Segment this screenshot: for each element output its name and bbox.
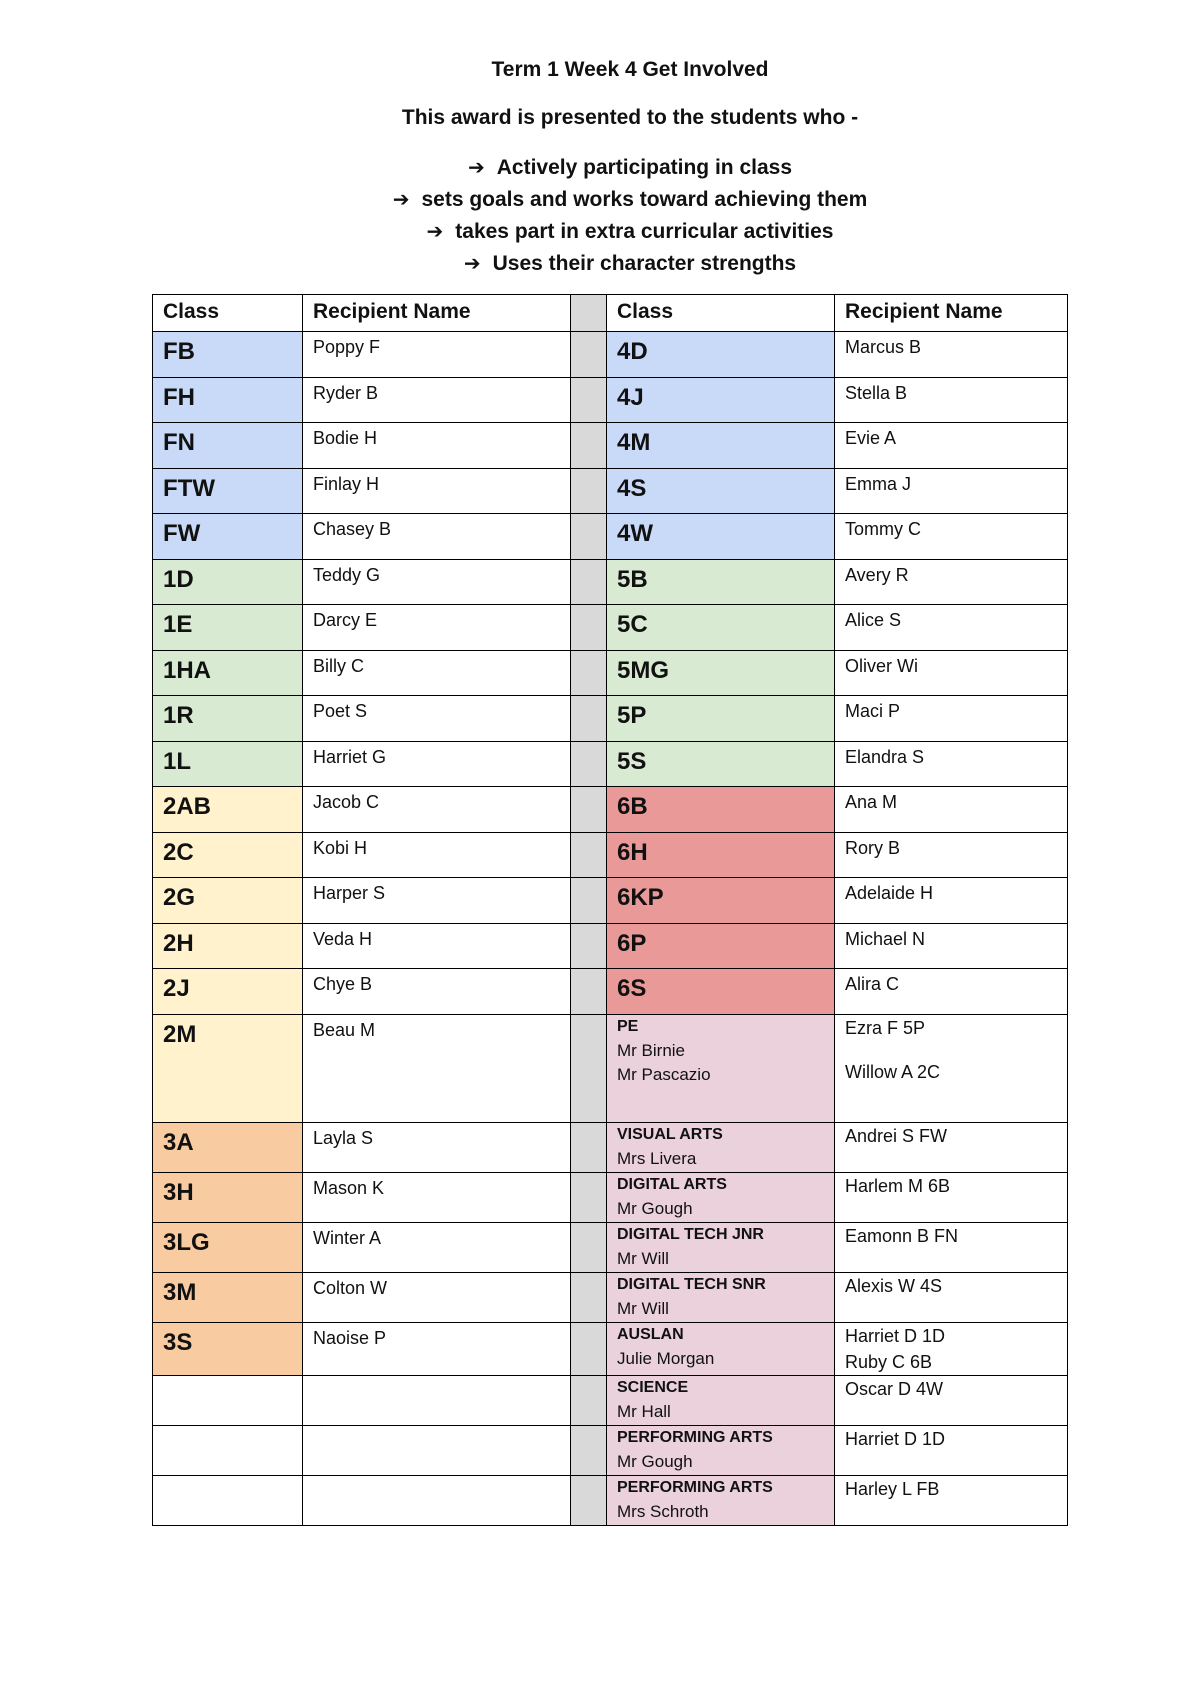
recipient-name: Harriet D 1D — [845, 1428, 946, 1449]
recipient-cell: Alira C — [835, 969, 1068, 1015]
divider-cell — [571, 1172, 607, 1222]
table-row — [153, 1014, 1068, 1122]
arrow-right-icon: ➔ — [463, 253, 481, 275]
divider-cell — [571, 1425, 607, 1475]
divider-cell — [571, 1272, 607, 1322]
subject-name: PERFORMING ARTS — [617, 1428, 773, 1446]
recipient-cell: Ryder B — [303, 377, 571, 423]
table-row — [153, 1322, 1068, 1375]
recipient-cell: Beau M — [303, 1014, 571, 1122]
class-cell: 4M — [607, 423, 835, 469]
class-cell: 6P — [607, 923, 835, 969]
divider-cell — [571, 741, 607, 787]
recipient-cell: Michael N — [835, 923, 1068, 969]
table-row — [153, 787, 1068, 833]
recipient-cell — [835, 1322, 1068, 1375]
subject-name: AUSLAN — [617, 1325, 684, 1343]
class-cell: FH — [153, 377, 303, 423]
table-row — [153, 1475, 1068, 1525]
divider-cell — [571, 1014, 607, 1122]
recipient-cell: Oliver Wi — [835, 650, 1068, 696]
class-cell: 5C — [607, 605, 835, 651]
class-cell: 6KP — [607, 878, 835, 924]
specialist-subject-cell — [607, 1222, 835, 1272]
class-cell: FN — [153, 423, 303, 469]
class-cell: 2G — [153, 878, 303, 924]
recipient-cell: Mason K — [303, 1172, 571, 1222]
class-cell: 4W — [607, 514, 835, 560]
class-cell: 5P — [607, 696, 835, 742]
divider-cell — [571, 559, 607, 605]
criteria-item — [0, 152, 1192, 184]
class-cell: 5MG — [607, 650, 835, 696]
teacher-name: Mrs Livera — [617, 1148, 697, 1168]
class-cell: 1L — [153, 741, 303, 787]
recipient-cell: Tommy C — [835, 514, 1068, 560]
recipient-name: Oscar D 4W — [845, 1378, 944, 1399]
table-row — [153, 605, 1068, 651]
recipient-cell: Harper S — [303, 878, 571, 924]
recipient-cell: Naoise P — [303, 1322, 571, 1375]
class-cell: 3A — [153, 1122, 303, 1172]
empty-cell — [303, 1425, 571, 1475]
teacher-name: Mr Hall — [617, 1401, 671, 1421]
divider-cell — [571, 832, 607, 878]
table-row — [153, 1172, 1068, 1222]
recipient-cell: Billy C — [303, 650, 571, 696]
empty-cell — [153, 1475, 303, 1525]
subject-name: PE — [617, 1017, 639, 1035]
header-recipient-left: Recipient Name — [303, 295, 571, 332]
criteria-item — [0, 216, 1192, 248]
recipient-cell: Adelaide H — [835, 878, 1068, 924]
class-cell: 3LG — [153, 1222, 303, 1272]
class-cell: 2H — [153, 923, 303, 969]
teacher-name: Mr Gough — [617, 1198, 693, 1218]
table-row — [153, 559, 1068, 605]
divider-cell — [571, 650, 607, 696]
recipient-cell: Jacob C — [303, 787, 571, 833]
divider-cell — [571, 332, 607, 378]
recipient-name: Harley L FB — [845, 1478, 940, 1499]
recipient-cell: Rory B — [835, 832, 1068, 878]
recipient-cell: Colton W — [303, 1272, 571, 1322]
specialist-subject-cell — [607, 1475, 835, 1525]
table-row — [153, 969, 1068, 1015]
divider-cell — [571, 423, 607, 469]
divider-cell — [571, 878, 607, 924]
specialist-subject-cell — [607, 1272, 835, 1322]
recipient-cell: Kobi H — [303, 832, 571, 878]
recipient-cell: Poppy F — [303, 332, 571, 378]
page-title: Term 1 Week 4 Get Involved — [491, 58, 769, 81]
class-cell: FB — [153, 332, 303, 378]
teacher-name: Mrs Schroth — [617, 1501, 709, 1521]
class-cell: 5B — [607, 559, 835, 605]
class-cell: 3H — [153, 1172, 303, 1222]
divider-cell — [571, 1375, 607, 1425]
criteria-text: takes part in extra curricular activities — [455, 220, 834, 243]
table-row — [153, 423, 1068, 469]
recipient-cell — [835, 1222, 1068, 1272]
recipient-cell: Emma J — [835, 468, 1068, 514]
table-row — [153, 1122, 1068, 1172]
class-cell: 6B — [607, 787, 835, 833]
recipient-cell — [835, 1122, 1068, 1172]
divider-cell — [571, 1222, 607, 1272]
teacher-name: Mr Will — [617, 1298, 669, 1318]
teacher-name: Mr Pascazio — [617, 1064, 711, 1084]
divider-cell — [571, 605, 607, 651]
subject-name: DIGITAL TECH JNR — [617, 1225, 764, 1243]
specialist-subject-cell — [607, 1172, 835, 1222]
table-row — [153, 1375, 1068, 1425]
award-description: This award is presented to the students who - — [401, 106, 859, 129]
table-row — [153, 650, 1068, 696]
class-cell: FTW — [153, 468, 303, 514]
divider-cell — [571, 1322, 607, 1375]
class-cell: 6S — [607, 969, 835, 1015]
class-cell: 3S — [153, 1322, 303, 1375]
subject-name: DIGITAL ARTS — [617, 1175, 727, 1193]
recipient-cell: Winter A — [303, 1222, 571, 1272]
recipient-name: Ruby C 6B — [845, 1351, 933, 1372]
class-cell: 4S — [607, 468, 835, 514]
teacher-name: Julie Morgan — [617, 1348, 715, 1368]
table-header-row — [153, 295, 1068, 332]
recipient-name: Eamonn B FN — [845, 1225, 959, 1246]
recipient-cell: Harriet G — [303, 741, 571, 787]
class-cell: 1HA — [153, 650, 303, 696]
table-row — [153, 1272, 1068, 1322]
recipient-name: Willow A 2C — [845, 1061, 941, 1082]
criteria-item — [0, 248, 1192, 280]
divider-cell — [571, 1475, 607, 1525]
table-row — [153, 468, 1068, 514]
class-cell: 1R — [153, 696, 303, 742]
recipient-cell: Elandra S — [835, 741, 1068, 787]
recipient-name: Ezra F 5P — [845, 1017, 926, 1038]
empty-cell — [303, 1475, 571, 1525]
criteria-list — [0, 152, 1192, 280]
subject-name: PERFORMING ARTS — [617, 1478, 773, 1496]
recipient-cell: Alice S — [835, 605, 1068, 651]
recipient-cell: Chye B — [303, 969, 571, 1015]
divider-cell — [571, 514, 607, 560]
class-cell: FW — [153, 514, 303, 560]
recipient-cell: Darcy E — [303, 605, 571, 651]
criteria-text: Uses their character strengths — [492, 252, 797, 275]
blank-line — [845, 1041, 1057, 1059]
recipient-cell — [835, 1475, 1068, 1525]
class-cell: 5S — [607, 741, 835, 787]
criteria-text: sets goals and works toward achieving them — [421, 188, 868, 211]
specialist-subject-cell — [607, 1425, 835, 1475]
divider-cell — [571, 787, 607, 833]
teacher-name: Mr Gough — [617, 1451, 693, 1471]
table-row — [153, 832, 1068, 878]
table-row — [153, 332, 1068, 378]
table-row — [153, 377, 1068, 423]
divider-cell — [571, 1122, 607, 1172]
arrow-right-icon: ➔ — [426, 221, 444, 243]
recipient-cell: Teddy G — [303, 559, 571, 605]
table-row — [153, 1222, 1068, 1272]
divider-cell — [571, 969, 607, 1015]
class-cell: 1D — [153, 559, 303, 605]
recipient-name: Andrei S FW — [845, 1125, 948, 1146]
table-row — [153, 696, 1068, 742]
recipient-cell: Chasey B — [303, 514, 571, 560]
empty-cell — [153, 1375, 303, 1425]
divider-cell — [571, 468, 607, 514]
class-cell: 4J — [607, 377, 835, 423]
recipient-cell: Ana M — [835, 787, 1068, 833]
recipient-cell: Stella B — [835, 377, 1068, 423]
recipient-cell: Avery R — [835, 559, 1068, 605]
table-row — [153, 741, 1068, 787]
recipient-name: Harlem M 6B — [845, 1175, 951, 1196]
header-recipient-right: Recipient Name — [835, 295, 1068, 332]
recipient-cell — [835, 1272, 1068, 1322]
header-class-left: Class — [153, 295, 303, 332]
class-cell: 2C — [153, 832, 303, 878]
recipient-cell: Marcus B — [835, 332, 1068, 378]
class-cell: 4D — [607, 332, 835, 378]
specialist-subject-cell — [607, 1122, 835, 1172]
divider-cell — [571, 923, 607, 969]
arrow-right-icon: ➔ — [392, 189, 410, 211]
teacher-name: Mr Will — [617, 1248, 669, 1268]
recipient-name: Alexis W 4S — [845, 1275, 943, 1296]
empty-cell — [153, 1425, 303, 1475]
awards-table — [152, 294, 1068, 1526]
subject-name: VISUAL ARTS — [617, 1125, 723, 1143]
recipient-cell: Layla S — [303, 1122, 571, 1172]
divider-cell — [571, 295, 607, 332]
recipient-cell — [835, 1425, 1068, 1475]
criteria-text: Actively participating in class — [496, 156, 793, 179]
criteria-item — [0, 184, 1192, 216]
recipient-cell: Finlay H — [303, 468, 571, 514]
specialist-subject-cell — [607, 1375, 835, 1425]
table-row — [153, 1425, 1068, 1475]
recipient-cell: Evie A — [835, 423, 1068, 469]
recipient-cell: Veda H — [303, 923, 571, 969]
empty-cell — [303, 1375, 571, 1425]
teacher-name: Mr Birnie — [617, 1040, 686, 1060]
class-cell: 2M — [153, 1014, 303, 1122]
recipient-cell: Maci P — [835, 696, 1068, 742]
recipient-cell — [835, 1172, 1068, 1222]
arrow-right-icon: ➔ — [467, 157, 485, 179]
recipient-cell — [835, 1014, 1068, 1122]
class-cell: 2J — [153, 969, 303, 1015]
class-cell: 6H — [607, 832, 835, 878]
class-cell: 1E — [153, 605, 303, 651]
table-row — [153, 878, 1068, 924]
subject-name: SCIENCE — [617, 1378, 689, 1396]
recipient-cell: Poet S — [303, 696, 571, 742]
recipient-cell — [835, 1375, 1068, 1425]
specialist-subject-cell — [607, 1322, 835, 1375]
class-cell: 2AB — [153, 787, 303, 833]
recipient-cell: Bodie H — [303, 423, 571, 469]
divider-cell — [571, 377, 607, 423]
specialist-subject-cell — [607, 1014, 835, 1122]
header-class-right: Class — [607, 295, 835, 332]
table-row — [153, 923, 1068, 969]
divider-cell — [571, 696, 607, 742]
subject-name: DIGITAL TECH SNR — [617, 1275, 766, 1293]
class-cell: 3M — [153, 1272, 303, 1322]
recipient-name: Harriet D 1D — [845, 1325, 946, 1346]
table-row — [153, 514, 1068, 560]
